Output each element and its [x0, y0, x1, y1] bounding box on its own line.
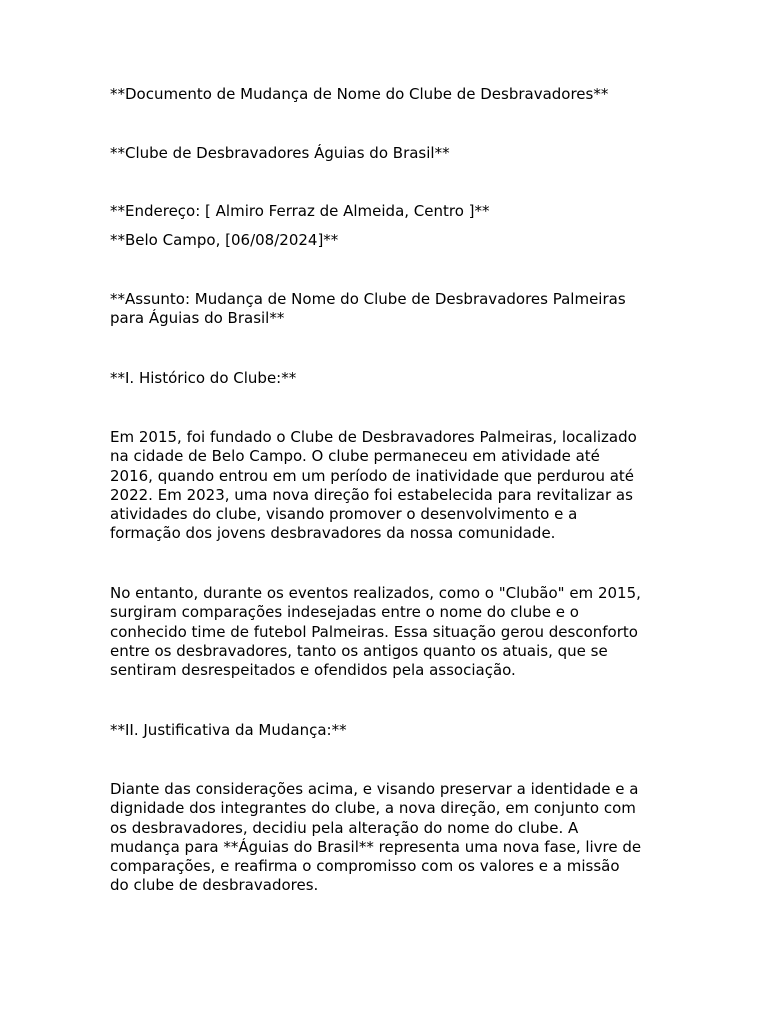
section1-paragraph2 — [110, 584, 670, 680]
document-page — [110, 0, 670, 1024]
paragraph-line: sentiram desrespeitados e ofendidos pela associação. — [110, 661, 516, 680]
paragraph-line: entre os desbravadores, tanto os antigos quanto os atuais, que se — [110, 641, 608, 660]
paragraph-line: Diante das considerações acima, e visando preservar a identidade e a — [110, 780, 639, 798]
place-date-line: **Belo Campo, [06/08/2024]** — [110, 231, 339, 249]
paragraph-line: atividades do clube, visando promover o desenvolvimento e a — [110, 505, 578, 524]
paragraph-line: na cidade de Belo Campo. O clube permaneceu em atividade até — [110, 447, 600, 466]
paragraph-line: comparações, e reafirma o compromisso com os valores e a missão — [110, 857, 620, 876]
subject-line: **Assunto: Mudança de Nome do Clube de Desbravadores Palmeiras — [110, 290, 626, 308]
address-line: **Endereço: [ Almiro Ferraz de Almeida, Centro ]** — [110, 202, 490, 220]
paragraph-line: dignidade dos integrantes do clube, a nova direção, em conjunto com — [110, 799, 636, 818]
paragraph-line: do clube de desbravadores. — [110, 876, 319, 895]
paragraph-line: formação dos jovens desbravadores da nossa comunidade. — [110, 524, 556, 543]
subject-line: para Águias do Brasil** — [110, 309, 285, 328]
paragraph-line: No entanto, durante os eventos realizados, como o "Clubão" em 2015, — [110, 584, 641, 602]
paragraph-line: 2022. Em 2023, uma nova direção foi estabelecida para revitalizar as — [110, 485, 633, 504]
paragraph-line: os desbravadores, decidiu pela alteração do nome do clube. A — [110, 818, 579, 837]
section1-heading: **I. Histórico do Clube:** — [110, 369, 297, 387]
paragraph-line: surgiram comparações indesejadas entre o nome do clube e o — [110, 603, 579, 622]
document-title: **Documento de Mudança de Nome do Clube de Desbravadores** — [110, 85, 609, 103]
paragraph-line: mudança para **Águias do Brasil** representa uma nova fase, livre de — [110, 837, 642, 856]
subject-block — [110, 290, 670, 329]
section1-paragraph1 — [110, 428, 670, 544]
paragraph-line: 2016, quando entrou em um período de inatividade que perdurou até — [110, 466, 635, 485]
section2-heading: **II. Justificativa da Mudança:** — [110, 721, 347, 739]
section2-paragraph1 — [110, 780, 670, 896]
club-name: **Clube de Desbravadores Águias do Brasil** — [110, 144, 450, 162]
paragraph-line: Em 2015, foi fundado o Clube de Desbravadores Palmeiras, localizado — [110, 428, 637, 446]
paragraph-line: conhecido time de futebol Palmeiras. Essa situação gerou desconforto — [110, 622, 638, 641]
